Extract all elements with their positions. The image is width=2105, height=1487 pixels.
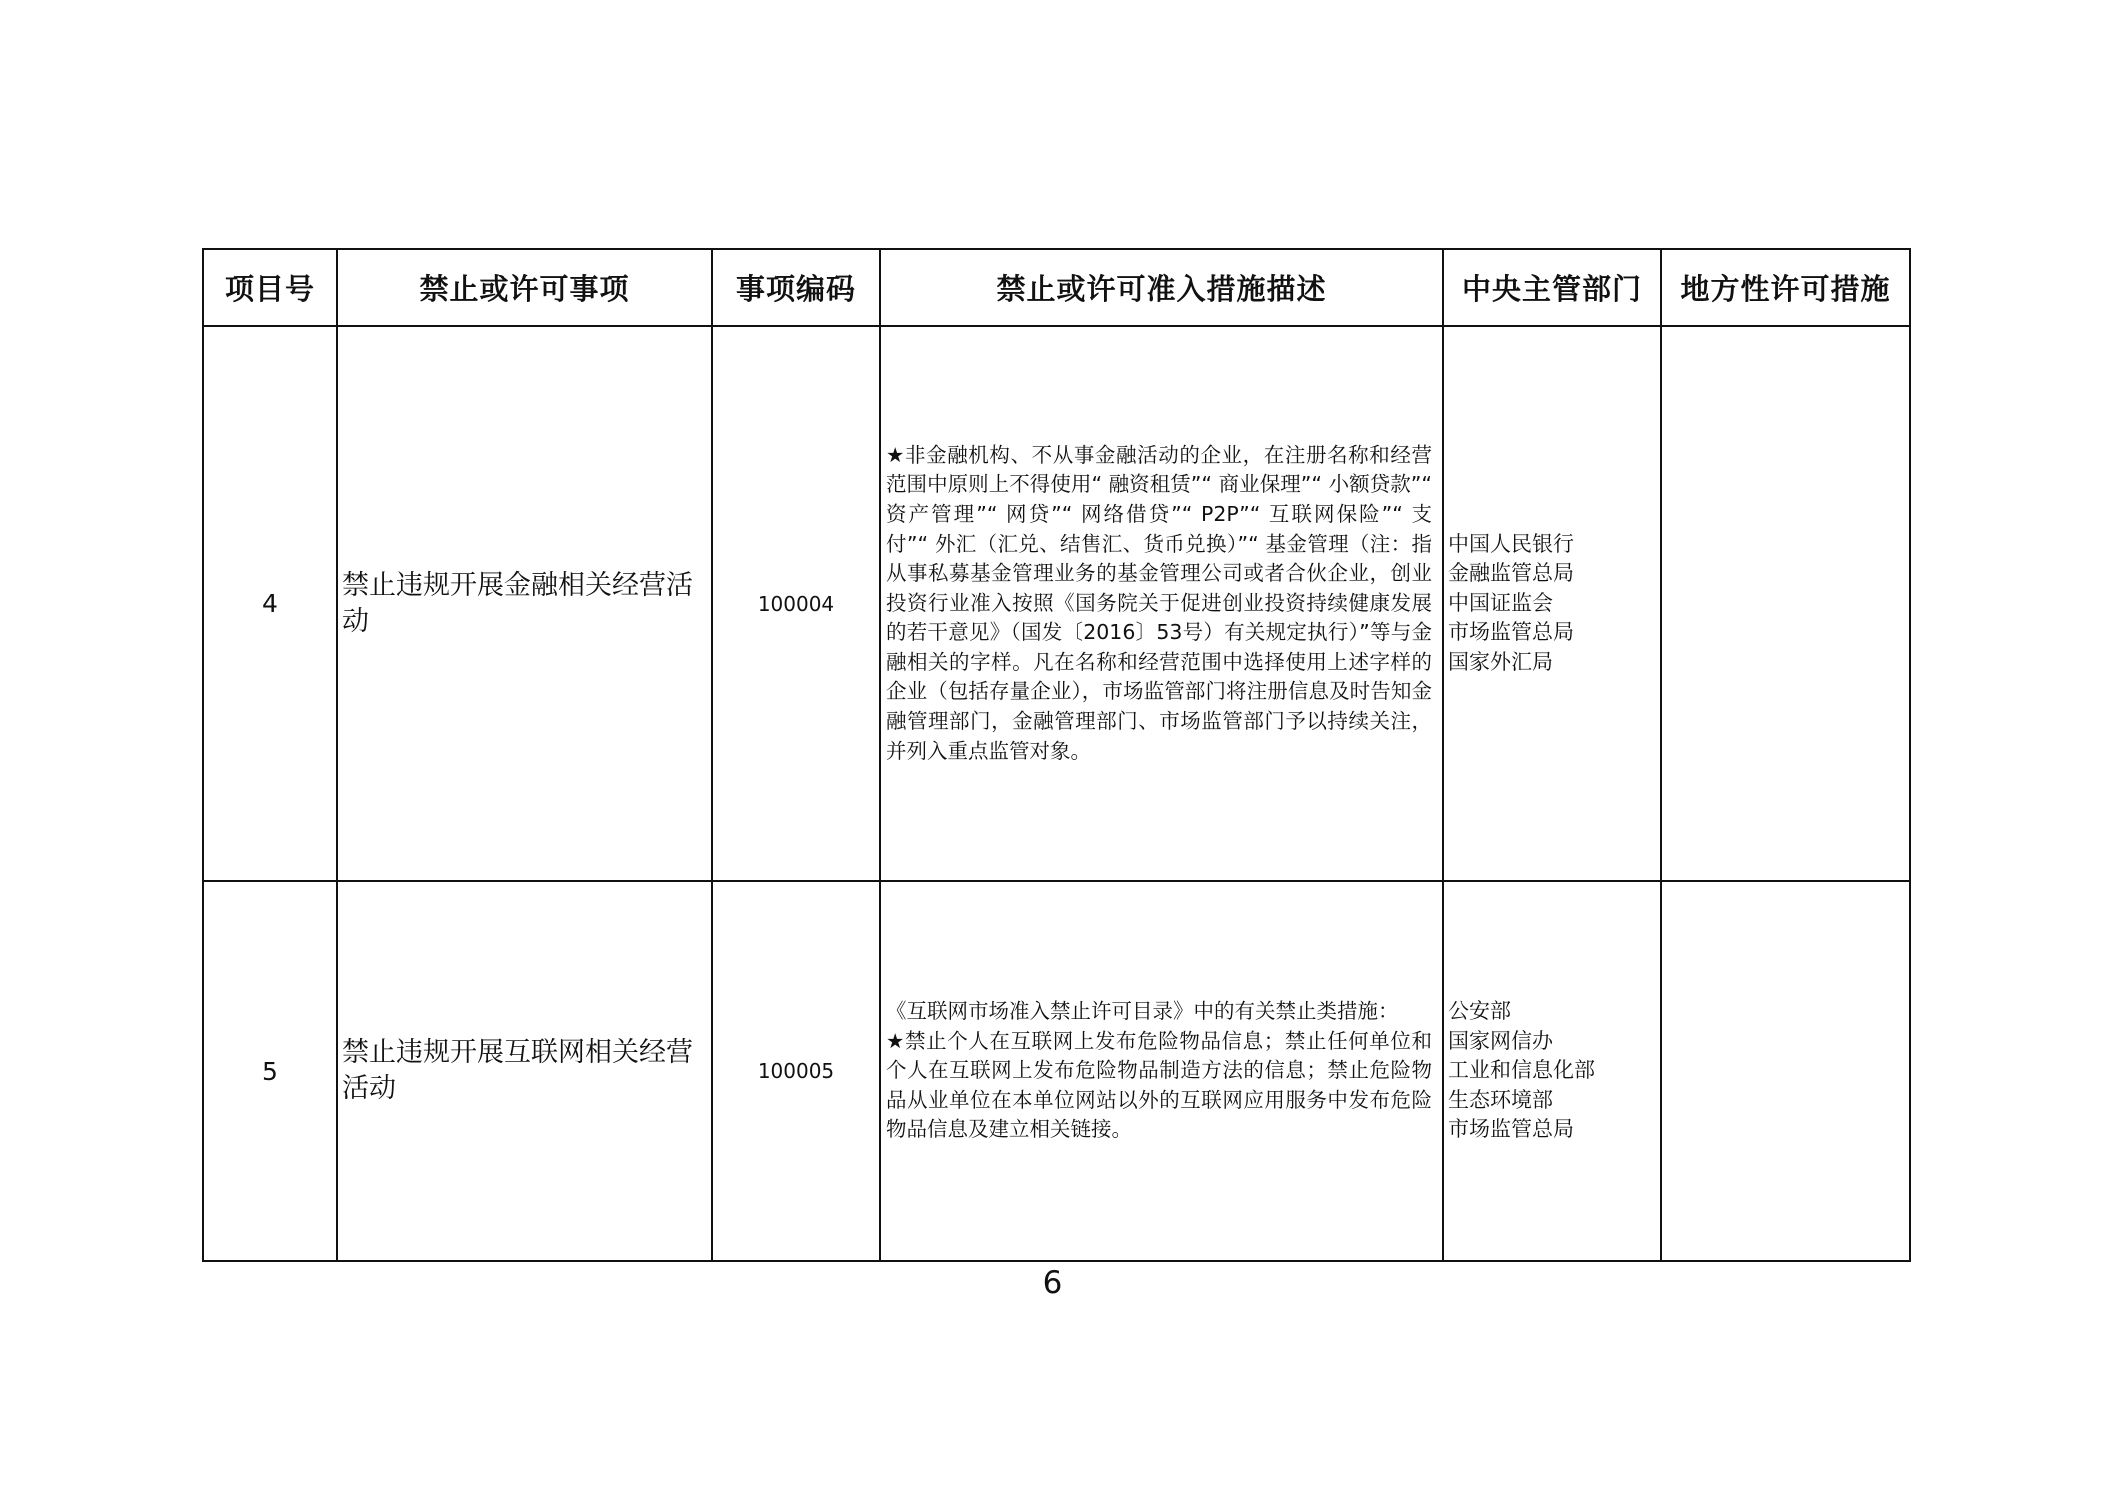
- local-measures-cell: [1661, 326, 1910, 881]
- item-cell: 禁止违规开展互联网相关经营活动: [337, 881, 712, 1261]
- department-name: 市场监管总局: [1448, 1117, 1574, 1142]
- code-cell: 100004: [712, 326, 880, 881]
- description-text: ★非金融机构、不从事金融活动的企业，在注册名称和经营范围中原则上不得使用“ 融资租赁”“ 商业保理”“ 小额贷款”“ 资产管理”“ 网贷”“ 网络借贷”“ P2P”“ 互联网保险”“ 支付”“ 外汇（汇兑、结售汇、货币兑换）”“ 基金管理（注：指从事私募基金管理业务的基金管理公司或者合伙企业，创业投资行业准入按照《国务院关于促进创业投资持续健康发展的若干意见》（国发〔2016〕53号）有关规定执行）”等与金融相关的字样。凡在名称和经营范围中选择使用上述字样的企业（包括存量企业），市场监管部门将注册信息及时告知金融管理部门，金融管理部门、市场监管部门予以持续关注，并列入重点监管对象。: [886, 442, 1432, 763]
- table-row: [203, 326, 1910, 881]
- department-name: 市场监管总局: [1448, 620, 1574, 645]
- header-item: 禁止或许可事项: [337, 249, 712, 326]
- central-dept-cell: [1443, 881, 1661, 1261]
- department-name: 工业和信息化部: [1448, 1058, 1595, 1083]
- department-name: 国家外汇局: [1448, 649, 1553, 674]
- department-name: 中国证监会: [1448, 590, 1553, 615]
- table-row: [203, 881, 1910, 1261]
- department-name: 中国人民银行: [1448, 531, 1574, 556]
- department-name: 金融监管总局: [1448, 561, 1574, 586]
- department-name: 公安部: [1448, 999, 1511, 1024]
- header-code: 事项编码: [712, 249, 880, 326]
- item-cell: 禁止违规开展金融相关经营活动: [337, 326, 712, 881]
- page-number: 6: [1042, 1265, 1063, 1301]
- header-local-measures: 地方性许可措施: [1661, 249, 1910, 326]
- central-dept-cell: [1443, 326, 1661, 881]
- header-project-no: 项目号: [203, 249, 337, 326]
- description-text: 《互联网市场准入禁止许可目录》中的有关禁止类措施： ★禁止个人在互联网上发布危险物品信息；禁止任何单位和个人在互联网上发布危险物品制造方法的信息；禁止危险物品从业单位在本单位网站以外的互联网应用服务中发布危险物品信息及建立相关链接。: [886, 999, 1432, 1142]
- local-measures-cell: [1661, 881, 1910, 1261]
- description-cell: [880, 326, 1443, 881]
- department-name: 国家网信办: [1448, 1028, 1553, 1053]
- code-cell: 100005: [712, 881, 880, 1261]
- market-access-table: [202, 248, 1911, 1262]
- table-header-row: [203, 249, 1910, 326]
- header-description: 禁止或许可准入措施描述: [880, 249, 1443, 326]
- header-central-dept: 中央主管部门: [1443, 249, 1661, 326]
- project-no-cell: 4: [203, 326, 337, 881]
- project-no-cell: 5: [203, 881, 337, 1261]
- department-name: 生态环境部: [1448, 1087, 1553, 1112]
- description-cell: [880, 881, 1443, 1261]
